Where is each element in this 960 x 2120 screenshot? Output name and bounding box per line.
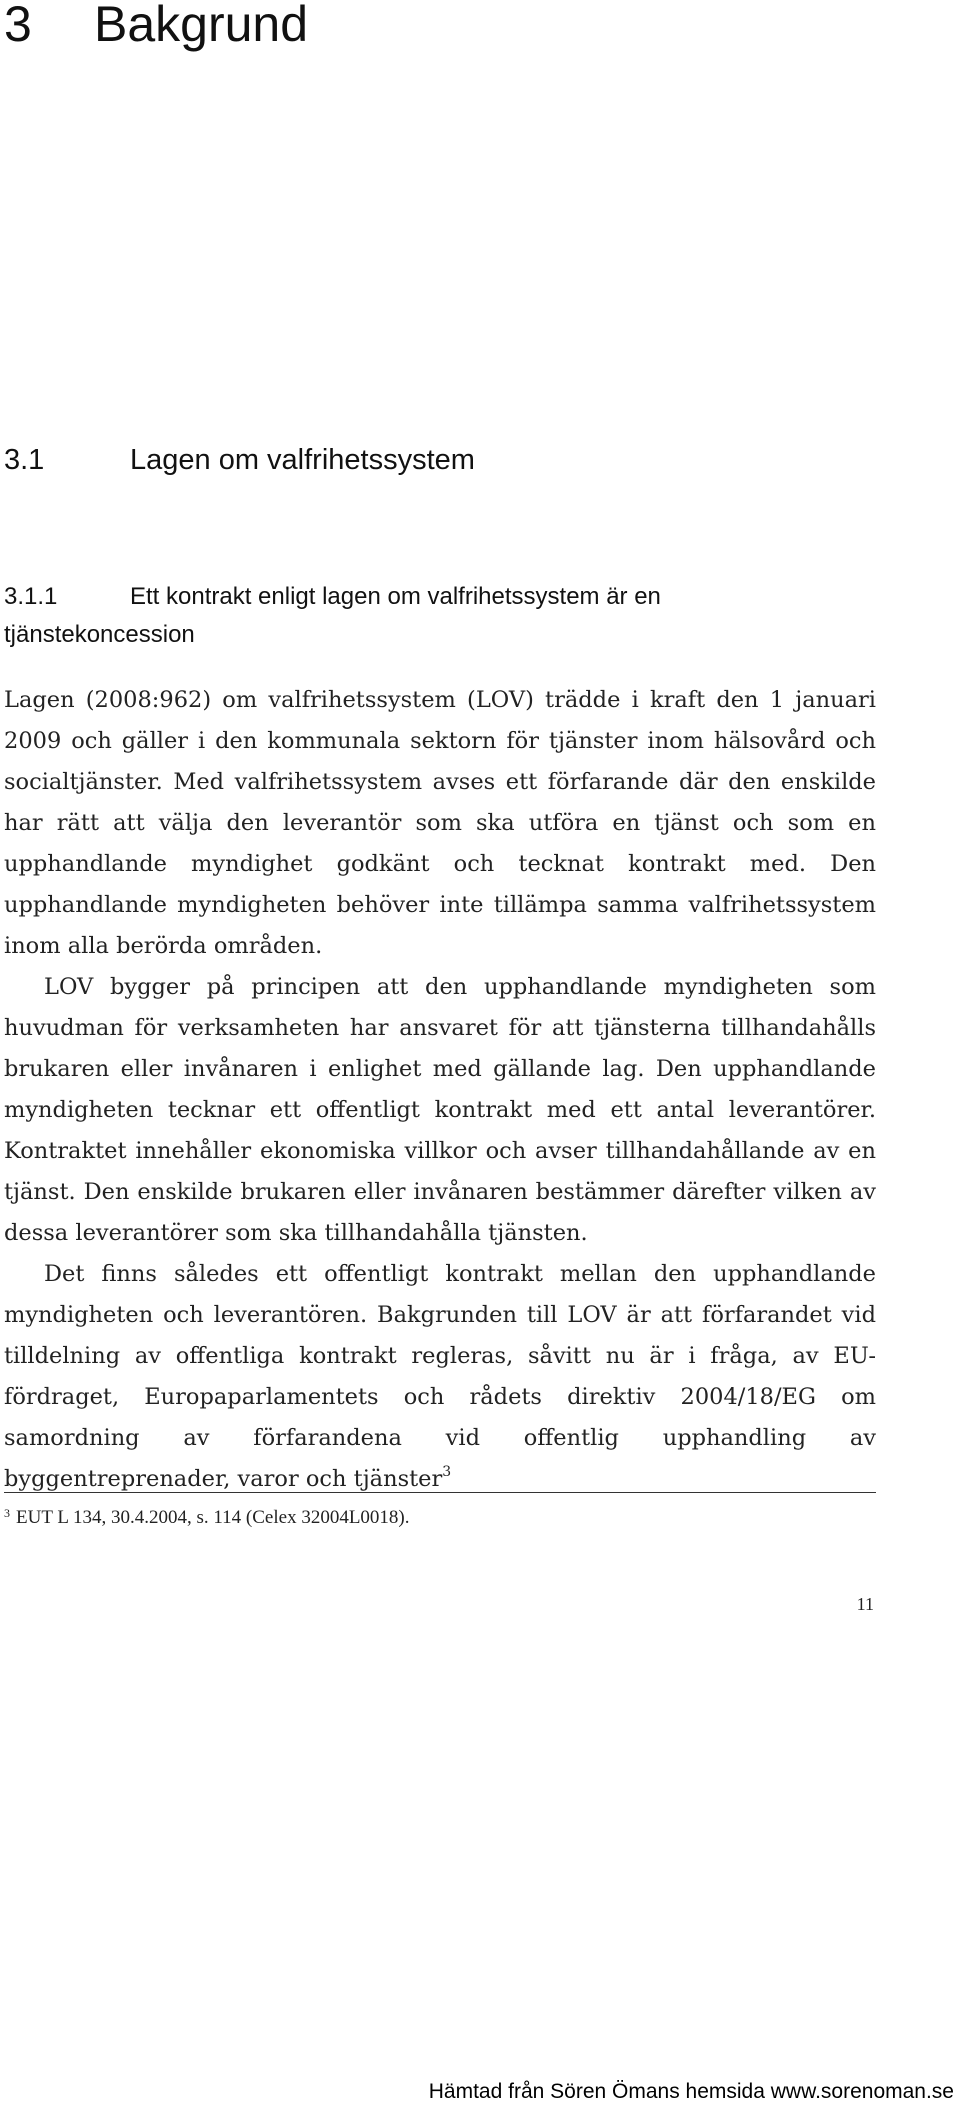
body-paragraph-1: Lagen (2008:962) om valfrihetssystem (LOV) trädde i kraft den 1 januari 2009 och gäller i den kommunala sektorn för tjänster inom hälsovård och socialtjänster. Med valfrihetssystem avses ett förfarande där den enskilde har rätt att välja den leverantör som ska utföra en tjänst och som en upphandlande myndighet godkänt och tecknat kontrakt med. Den upphandlande myndigheten behöver inte tillämpa samma valfrihetssystem inom alla berörda områden. [4, 687, 876, 959]
page-number: 11 [856, 1594, 874, 1614]
chapter-title-text: Bakgrund [94, 0, 309, 52]
footnote [4, 1503, 876, 1533]
section-number: 3.1 [4, 444, 45, 476]
section-title [4, 440, 475, 480]
source-note: Hämtad från Sören Ömans hemsida www.sorenoman.se [428, 2080, 954, 2103]
footnote-reference[interactable]: 3 [442, 1464, 452, 1480]
subsection-title-line2: tjänstekoncession [4, 621, 195, 648]
subsection-number: 3.1.1 [4, 583, 58, 610]
section-title-text: Lagen om valfrihetssystem [130, 444, 475, 476]
chapter-title [4, 0, 308, 54]
body-paragraph-3 [4, 1254, 876, 1500]
body-text [4, 680, 876, 1500]
subsection-title [4, 578, 904, 654]
subsection-title-text [4, 578, 904, 654]
body-paragraph-2: LOV bygger på principen att den upphandlande myndigheten som huvudman för verksamheten har ansvaret för att tjänsterna tillhandahålls brukaren eller invånaren i enlighet med gällande lag. Den upphandlande myndigheten tecknar ett offentligt kontrakt med ett antal leverantörer. Kontraktet innehåller ekonomiska villkor och avser tillhandahållande av en tjänst. Den enskilde brukaren eller invånaren bestämmer därefter vilken av dessa leverantörer som ska tillhandahålla tjänsten. [4, 974, 876, 1246]
subsection-title-line1: Ett kontrakt enligt lagen om valfrihetssystem är en [130, 583, 661, 610]
footnote-marker: 3 [4, 1506, 10, 1520]
body-paragraph-3-text: Det finns således ett offentligt kontrakt mellan den upphandlande myndigheten och leverantören. Bakgrunden till LOV är att förfarandet vid tilldelning av offentliga kontrakt regleras, såvitt nu är i fråga, av EU-fördraget, Europaparlamentets och rådets direktiv 2004/18/EG om samordning av förfarandena vid offentlig upphandling av byggentreprenader, varor och tjänster [4, 1261, 876, 1492]
footnote-text: EUT L 134, 30.4.2004, s. 114 (Celex 32004L0018). [16, 1507, 410, 1528]
footnote-divider [4, 1492, 876, 1493]
chapter-number: 3 [4, 0, 32, 52]
